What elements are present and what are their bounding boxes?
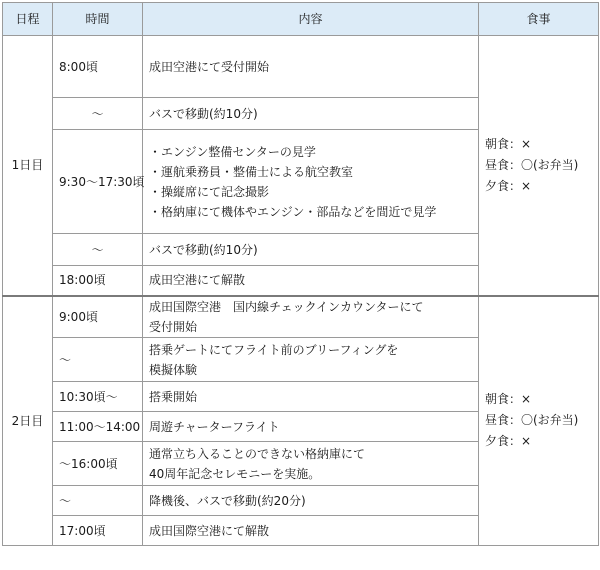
content-cell: [143, 412, 479, 442]
content-line: 成田空港にて受付開始: [149, 59, 270, 74]
time-cell: 9:30～17:30頃: [53, 130, 143, 234]
content-line: 成田空港にて解散: [149, 273, 246, 288]
meal-line: 朝食：×: [485, 136, 532, 151]
content-line: 成田国際空港 国内線チェックインカウンターにて: [149, 299, 424, 314]
content-line: 降機後、バスで移動(約20分): [149, 493, 306, 508]
time-cell: 11:00～14:00: [53, 412, 143, 442]
content-cell: [143, 36, 479, 98]
content-line: バスで移動(約10分): [149, 106, 258, 121]
content-cell: [143, 486, 479, 516]
time-cell: ～: [53, 234, 143, 266]
header-time: 時間: [53, 3, 143, 36]
header-meal: 食事: [479, 3, 599, 36]
time-cell: ～: [53, 486, 143, 516]
meal-line: 朝食：×: [485, 392, 532, 407]
time-cell: 10:30頃～: [53, 382, 143, 412]
content-line: バスで移動(約10分): [149, 242, 258, 257]
content-cell: [143, 382, 479, 412]
day-label: 2日目: [3, 296, 53, 546]
content-line: 成田国際空港にて解散: [149, 523, 270, 538]
header-content: 内容: [143, 3, 479, 36]
content-line: 40周年記念セレモニーを実施。: [149, 466, 321, 481]
content-line: ・操縦席にて記念撮影: [149, 184, 270, 199]
time-cell: 17:00頃: [53, 516, 143, 546]
content-line: ・運航乗務員・整備士による航空教室: [149, 164, 354, 179]
content-cell: [143, 234, 479, 266]
content-cell: [143, 516, 479, 546]
header-day: 日程: [3, 3, 53, 36]
content-line: ・エンジン整備センターの見学: [149, 144, 316, 159]
time-cell: ～: [53, 338, 143, 382]
content-cell: [143, 442, 479, 486]
schedule-body: [3, 36, 599, 546]
table-row: [3, 36, 599, 98]
meal-cell: [479, 36, 599, 296]
content-line: ・格納庫にて機体やエンジン・部品などを間近で見学: [149, 204, 437, 219]
meal-line: 昼食：〇(お弁当): [485, 413, 579, 428]
content-cell: [143, 98, 479, 130]
content-line: 受付開始: [149, 319, 198, 334]
content-line: 通常立ち入ることのできない格納庫にて: [149, 446, 366, 461]
time-cell: 8:00頃: [53, 36, 143, 98]
meal-cell: [479, 296, 599, 546]
day-label: 1日目: [3, 36, 53, 296]
content-line: 周遊チャーターフライト: [149, 419, 280, 434]
content-cell: [143, 338, 479, 382]
meal-line: 夕食：×: [485, 178, 532, 193]
content-cell: [143, 296, 479, 338]
time-cell: ～: [53, 98, 143, 130]
time-cell: 9:00頃: [53, 296, 143, 338]
content-cell: [143, 266, 479, 296]
table-row: [3, 296, 599, 338]
time-cell: 18:00頃: [53, 266, 143, 296]
meal-line: 昼食：〇(お弁当): [485, 157, 579, 172]
time-cell: ～16:00頃: [53, 442, 143, 486]
schedule-table: [2, 2, 599, 546]
meal-line: 夕食：×: [485, 434, 532, 449]
content-line: 搭乗ゲートにてフライト前のブリーフィングを: [149, 342, 399, 357]
content-line: 搭乗開始: [149, 389, 198, 404]
content-line: 模擬体験: [149, 362, 198, 377]
header-row: [3, 3, 599, 36]
content-cell: [143, 130, 479, 234]
